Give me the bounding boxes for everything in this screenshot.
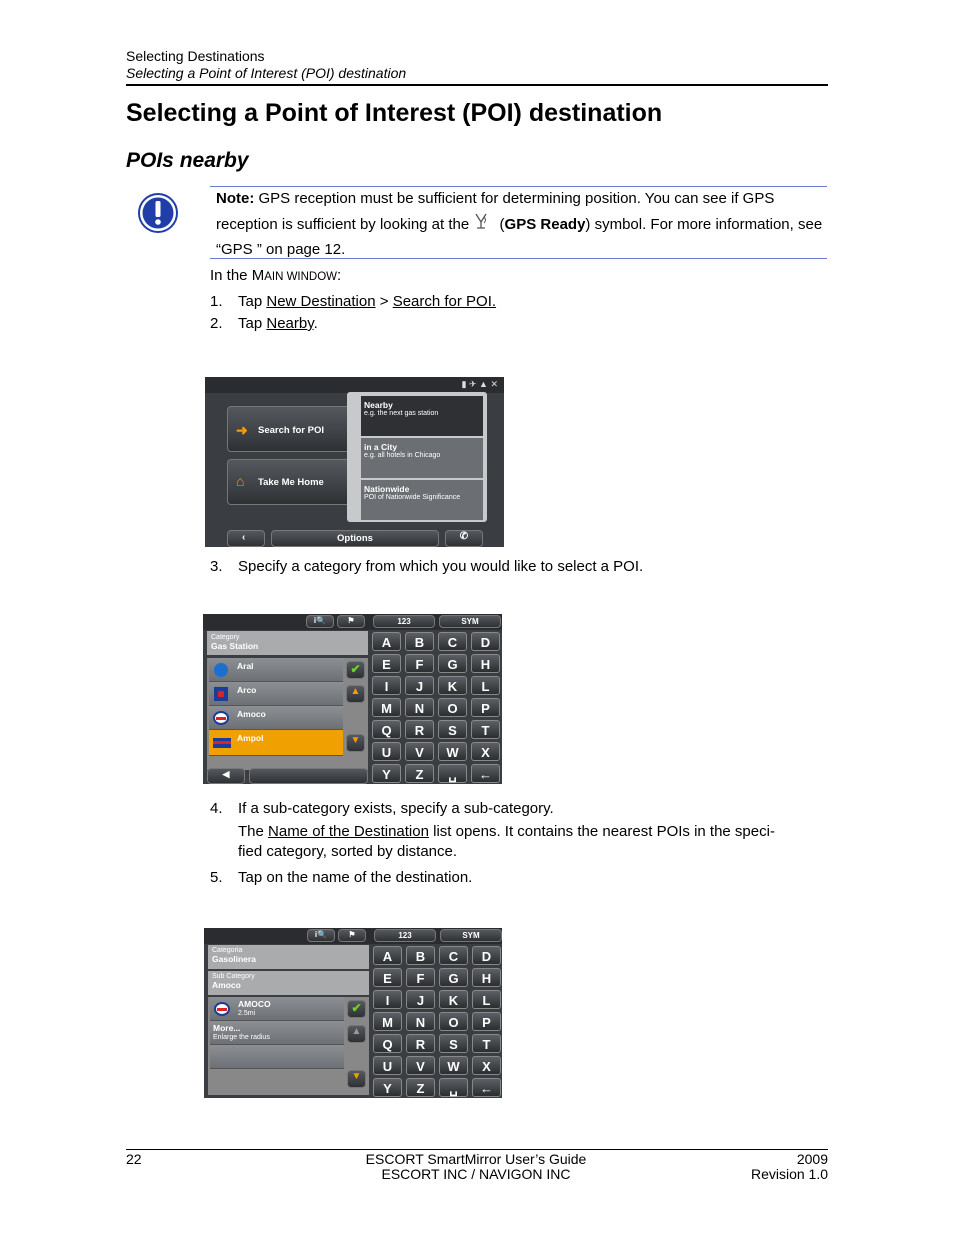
list-item-empty bbox=[210, 1045, 344, 1069]
screenshot-category-list bbox=[203, 614, 502, 784]
key-13[interactable]: N bbox=[405, 698, 434, 717]
key-24[interactable]: Y bbox=[372, 764, 401, 783]
key-4[interactable]: E bbox=[372, 654, 401, 673]
list-item-amoco-result[interactable]: AMOCO 2.5mi bbox=[210, 997, 344, 1021]
key-0[interactable]: A bbox=[372, 632, 401, 651]
menu-item-nearby[interactable]: Nearby e.g. the next gas station bbox=[361, 396, 483, 436]
amoco-logo-icon bbox=[213, 711, 229, 725]
take-me-home-button[interactable]: ⌂ Take Me Home bbox=[227, 459, 353, 505]
screenshot-search-menu bbox=[205, 377, 504, 547]
gps-ready-icon bbox=[473, 212, 495, 239]
running-header-subsection: Selecting a Point of Interest (POI) destination bbox=[126, 65, 407, 81]
arrow-right-icon: ➜ bbox=[236, 422, 248, 438]
key-24[interactable]: Y bbox=[373, 1078, 402, 1097]
key-16[interactable]: Q bbox=[373, 1034, 402, 1053]
back-button[interactable] bbox=[227, 530, 265, 547]
key-4[interactable]: E bbox=[373, 968, 402, 987]
footer-rule bbox=[126, 1149, 828, 1150]
key-25[interactable]: Z bbox=[405, 764, 434, 783]
destination-list bbox=[208, 997, 369, 1095]
header-rule bbox=[126, 84, 828, 86]
new-destination-link[interactable]: New Destination bbox=[266, 293, 376, 310]
footer-revision: Revision 1.0 bbox=[750, 1166, 828, 1182]
page-number: 22 bbox=[126, 1151, 142, 1167]
scroll-up-button[interactable] bbox=[347, 1025, 366, 1043]
key-12[interactable]: M bbox=[372, 698, 401, 717]
scroll-up-button[interactable] bbox=[346, 685, 365, 703]
category-field[interactable]: Categoria Gasolinera bbox=[208, 945, 369, 969]
info-exclamation-icon bbox=[137, 192, 179, 234]
key-23[interactable]: X bbox=[472, 1056, 501, 1075]
symbol-mode-button[interactable]: SYM bbox=[439, 615, 501, 628]
triangle-up-icon: ▲ bbox=[351, 1026, 362, 1037]
arco-logo-icon bbox=[214, 687, 228, 701]
key-16[interactable]: Q bbox=[372, 720, 401, 739]
note-body-1: GPS reception must be sufficient for determining position. You can see if GPS reception is sufficient by looking at the bbox=[216, 190, 775, 233]
footer-guide-title: ESCORT SmartMirror User’s Guide bbox=[365, 1151, 587, 1167]
key-8[interactable]: I bbox=[372, 676, 401, 695]
note-label: Note: bbox=[216, 190, 255, 207]
key-21[interactable]: V bbox=[405, 742, 434, 761]
key-11[interactable]: L bbox=[471, 676, 500, 695]
triangle-down-icon: ▼ bbox=[351, 1071, 362, 1082]
input-field[interactable] bbox=[249, 768, 368, 784]
step-1-number: 1. bbox=[210, 293, 223, 310]
key-22[interactable]: W bbox=[439, 1056, 468, 1075]
key-9[interactable]: J bbox=[405, 676, 434, 695]
options-button[interactable]: Options bbox=[271, 530, 439, 547]
menu-item-nationwide[interactable]: Nationwide POI of Nationwide Significance bbox=[361, 480, 483, 520]
key-15[interactable]: P bbox=[471, 698, 500, 717]
key-7[interactable]: H bbox=[472, 968, 501, 987]
aral-logo-icon bbox=[214, 663, 228, 677]
key-21[interactable]: V bbox=[406, 1056, 435, 1075]
key-17[interactable]: R bbox=[406, 1034, 435, 1053]
key-14[interactable]: O bbox=[439, 1012, 468, 1031]
key-26[interactable]: ␣ bbox=[438, 764, 467, 783]
key-6[interactable]: G bbox=[439, 968, 468, 987]
footer-company: ESCORT INC / NAVIGON INC bbox=[381, 1166, 571, 1182]
key-1[interactable]: B bbox=[405, 632, 434, 651]
confirm-button[interactable] bbox=[347, 1000, 366, 1018]
step-5-number: 5. bbox=[210, 869, 223, 886]
key-10[interactable]: K bbox=[439, 990, 468, 1009]
triangle-down-icon: ▼ bbox=[350, 735, 361, 746]
key-0[interactable]: A bbox=[373, 946, 402, 965]
key-18[interactable]: S bbox=[438, 720, 467, 739]
key-7[interactable]: H bbox=[471, 654, 500, 673]
flag-icon[interactable]: ⚑ bbox=[337, 615, 365, 628]
step-5-text: Tap on the name of the destination. bbox=[238, 869, 473, 886]
check-icon: ✔ bbox=[351, 1001, 362, 1015]
menu-item-in-a-city[interactable]: in a City e.g. all hotels in Chicago bbox=[361, 438, 483, 478]
section-subtitle: POIs nearby bbox=[126, 149, 249, 172]
chevron-left-icon: ‹ bbox=[242, 532, 246, 543]
nearby-link[interactable]: Nearby bbox=[266, 315, 314, 332]
key-19[interactable]: T bbox=[471, 720, 500, 739]
screenshot-destination-list bbox=[204, 928, 502, 1098]
key-26[interactable]: ␣ bbox=[439, 1078, 468, 1097]
scroll-down-button[interactable] bbox=[347, 1070, 366, 1088]
key-14[interactable]: O bbox=[438, 698, 467, 717]
note-body-2: ) symbol. For more information, see “GPS ” on page 12. bbox=[216, 215, 823, 258]
search-for-poi-link[interactable]: Search for POI. bbox=[392, 293, 497, 310]
step-4-number: 4. bbox=[210, 800, 223, 817]
numeric-mode-button[interactable]: 123 bbox=[374, 929, 436, 942]
scroll-down-button[interactable] bbox=[346, 734, 365, 752]
phone-icon: ✆ bbox=[459, 531, 469, 542]
footer-year: 2009 bbox=[796, 1151, 828, 1167]
key-17[interactable]: R bbox=[405, 720, 434, 739]
key-12[interactable]: M bbox=[373, 1012, 402, 1031]
key-5[interactable]: F bbox=[406, 968, 435, 987]
flag-icon[interactable]: ⚑ bbox=[338, 929, 366, 942]
note-bottom-rule bbox=[210, 258, 827, 259]
key-22[interactable]: W bbox=[438, 742, 467, 761]
search-icon[interactable]: i🔍 bbox=[307, 929, 335, 942]
key-27[interactable]: ← bbox=[471, 764, 500, 783]
amoco-logo-icon bbox=[214, 1002, 230, 1016]
search-icon[interactable]: i🔍 bbox=[306, 615, 334, 628]
step-3-number: 3. bbox=[210, 558, 223, 575]
page-title: Selecting a Point of Interest (POI) destination bbox=[126, 99, 663, 127]
nearby-menu-panel bbox=[347, 392, 487, 522]
key-27[interactable]: ← bbox=[472, 1078, 501, 1097]
poi-list bbox=[207, 658, 368, 770]
confirm-button[interactable] bbox=[346, 661, 365, 679]
key-15[interactable]: P bbox=[472, 1012, 501, 1031]
key-9[interactable]: J bbox=[406, 990, 435, 1009]
list-item-amoco[interactable]: Amoco bbox=[209, 706, 343, 730]
key-13[interactable]: N bbox=[406, 1012, 435, 1031]
symbol-mode-button[interactable]: SYM bbox=[440, 929, 502, 942]
home-icon: ⌂ bbox=[236, 473, 245, 489]
key-20[interactable]: U bbox=[373, 1056, 402, 1075]
gps-ready-name: GPS Ready bbox=[504, 215, 586, 233]
step-3-text: Specify a category from which you would like to select a POI. bbox=[238, 558, 644, 575]
subcategory-field[interactable]: Sub Category Amoco bbox=[208, 971, 369, 995]
key-11[interactable]: L bbox=[472, 990, 501, 1009]
list-item-ampol-selected[interactable]: Ampol bbox=[209, 730, 343, 756]
note-text: Note: GPS reception must be sufficient for determining position. You can see if GPS reception is sufficient by looking at the (GPS Ready) symbol. For more information, see “GPS ” on page 12. bbox=[216, 190, 823, 258]
key-8[interactable]: I bbox=[373, 990, 402, 1009]
triangle-up-icon: ▲ bbox=[350, 686, 361, 697]
key-6[interactable]: G bbox=[438, 654, 467, 673]
search-for-poi-button[interactable]: ➜ Search for POI bbox=[227, 406, 353, 452]
step-4-paragraph: The Name of the Destination list opens. It contains the nearest POIs in the speci- fied category, sorted by distance. bbox=[238, 823, 775, 860]
step-2-text: Tap Nearby. bbox=[238, 315, 318, 332]
numeric-mode-button[interactable]: 123 bbox=[373, 615, 435, 628]
check-icon: ✔ bbox=[350, 662, 361, 676]
list-item-more[interactable]: More... Enlarge the radius bbox=[210, 1021, 344, 1045]
step-2-number: 2. bbox=[210, 315, 223, 332]
key-3[interactable]: D bbox=[472, 946, 501, 965]
key-2[interactable]: C bbox=[439, 946, 468, 965]
step-4-text: If a sub-category exists, specify a sub-category. bbox=[238, 800, 554, 817]
key-20[interactable]: U bbox=[372, 742, 401, 761]
key-23[interactable]: X bbox=[471, 742, 500, 761]
list-item-arco[interactable]: Arco bbox=[209, 682, 343, 706]
intro-line: In the MAIN WINDOW: bbox=[210, 267, 342, 284]
step-1-text: Tap New Destination > Search for POI. bbox=[238, 293, 497, 310]
list-item-aral[interactable]: Aral bbox=[209, 658, 343, 682]
ampol-logo-icon bbox=[213, 738, 231, 748]
status-icons: ▮ ✈ ▲ ✕ bbox=[461, 379, 498, 389]
name-of-destination-link[interactable]: Name of the Destination bbox=[268, 823, 429, 840]
status-bar bbox=[205, 377, 504, 393]
key-1[interactable]: B bbox=[406, 946, 435, 965]
category-field[interactable]: Category Gas Station bbox=[207, 631, 368, 655]
key-18[interactable]: S bbox=[439, 1034, 468, 1053]
key-2[interactable]: C bbox=[438, 632, 467, 651]
triangle-left-icon: ◀ bbox=[222, 769, 230, 779]
running-header-section: Selecting Destinations bbox=[126, 48, 265, 64]
key-3[interactable]: D bbox=[471, 632, 500, 651]
back-button[interactable] bbox=[207, 768, 245, 784]
key-5[interactable]: F bbox=[405, 654, 434, 673]
key-10[interactable]: K bbox=[438, 676, 467, 695]
key-25[interactable]: Z bbox=[406, 1078, 435, 1097]
key-19[interactable]: T bbox=[472, 1034, 501, 1053]
phone-button[interactable] bbox=[445, 530, 483, 547]
